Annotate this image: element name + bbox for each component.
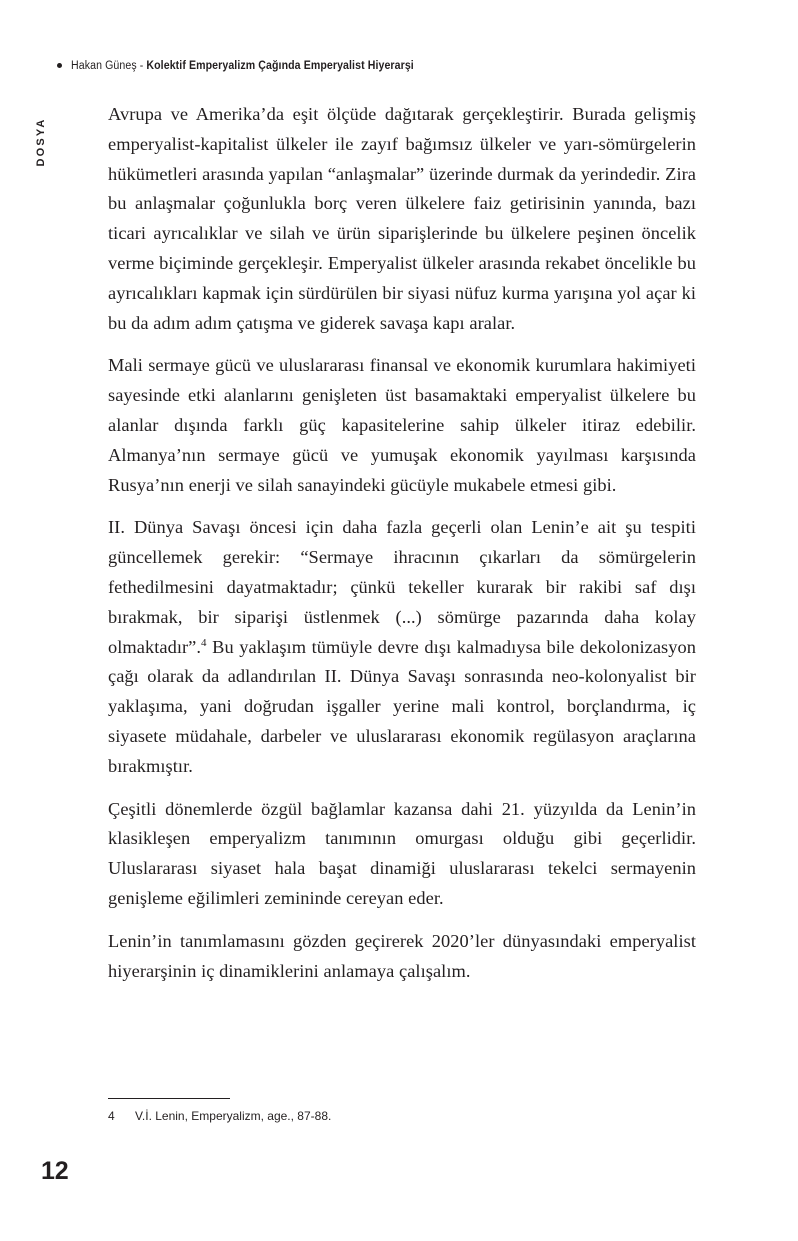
footnote-block — [108, 1098, 696, 1124]
running-head — [57, 60, 444, 72]
running-head-separator: - — [136, 60, 147, 72]
running-head-title: Kolektif Emperyalizm Çağında Emperyalist Hiyerarşi — [146, 60, 414, 72]
paragraph: Avrupa ve Amerika’da eşit ölçüde dağıtarak gerçekleştirir. Burada gelişmiş emperyalist-kapitalist ülkeler ile zayıf bağımsız ülkeler ve yarı-sömürgelerin hükümetleri arasında yapılan “anlaşmalar” üzerinde durmak da yerindedir. Zira bu anlaşmalar çoğunlukla borç veren ülkelere faiz getirisinin yanında, bazı ticari ayrıcalıklar ve silah ve ürün siparişlerinde bu ülkelere peşinen öncelik verme biçiminde gerçekleşir. Emperyalist ülkeler arasında rekabet öncelikle bu ayrıcalıkları kapmak için sürdürülen bir siyasi nüfuz kurma yarışına yol açar ki bu da adım adım çatışma ve giderek savaşa kapı aralar. — [108, 104, 696, 333]
bullet-icon — [57, 63, 62, 68]
paragraph-text-after-footnote: Bu yaklaşım tümüyle devre dışı kalmadıysa bile dekolonizasyon çağı olarak da adlandırılan II. Dünya Savaşı sonrasında neo-kolonyalist bir yaklaşıma, yani doğrudan işgaller yerine mali kontrol, borçlandırma, iç siyasete müdahale, darbeler ve uluslararası ekonomik regülasyon araçlarına bırakmıştır. — [108, 636, 696, 776]
footnote-item — [108, 1108, 696, 1124]
section-tab — [28, 92, 54, 192]
paragraph-text-before-footnote: II. Dünya Savaşı öncesi için daha fazla geçerli olan Lenin’e ait şu tespiti güncellemek gerekir: “Sermaye ihracının çıkarları da sömürgelerin fethedilmesini dayatmaktadır; çünkü tekeller kurarak bir rakibi saf dışı bırakmak, bir siparişi üstlenmek (...) sömürge pazarında daha kolay olmaktadır”. — [108, 517, 696, 657]
running-head-author: Hakan Güneş — [71, 60, 137, 72]
footnote-separator-rule — [108, 1098, 230, 1099]
body-text-column — [108, 100, 696, 986]
paragraph: Lenin’in tanımlamasını gözden geçirerek 2020’ler dünyasındaki emperyalist hiyerarşinin iç dinamiklerini anlamaya çalışalım. — [108, 930, 696, 981]
footnote-number: 4 — [108, 1109, 115, 1123]
running-head-text — [71, 60, 414, 72]
footnote-text: V.İ. Lenin, Emperyalizm, age., 87-88. — [135, 1109, 332, 1123]
section-tab-label: DOSYA — [35, 117, 47, 167]
paragraph-with-footnote — [108, 513, 696, 781]
page-number: 12 — [41, 1157, 69, 1185]
paragraph: Çeşitli dönemlerde özgül bağlamlar kazansa dahi 21. yüzyılda da Lenin’in klasikleşen emperyalizm tanımının omurgası olduğu gibi geçerlidir. Uluslararası siyaset hala başat dinamiği uluslararası tekelci sermayenin genişleme eğilimleri zemininde cereyan eder. — [108, 798, 696, 908]
paragraph: Mali sermaye gücü ve uluslararası finansal ve ekonomik kurumlara hakimiyeti sayesinde etki alanlarını genişleten üst basamaktaki emperyalist ülkelere bu alanlar dışında farklı güç kapasitelerine sahip ülkeler itiraz edebilir. Almanya’nın sermaye gücü ve yumuşak ekonomik yayılması karşısında Rusya’nın enerji ve silah sanayindeki gücüyle mukabele etmesi gibi. — [108, 355, 696, 495]
footnote-reference-4[interactable]: 4 — [201, 636, 207, 649]
